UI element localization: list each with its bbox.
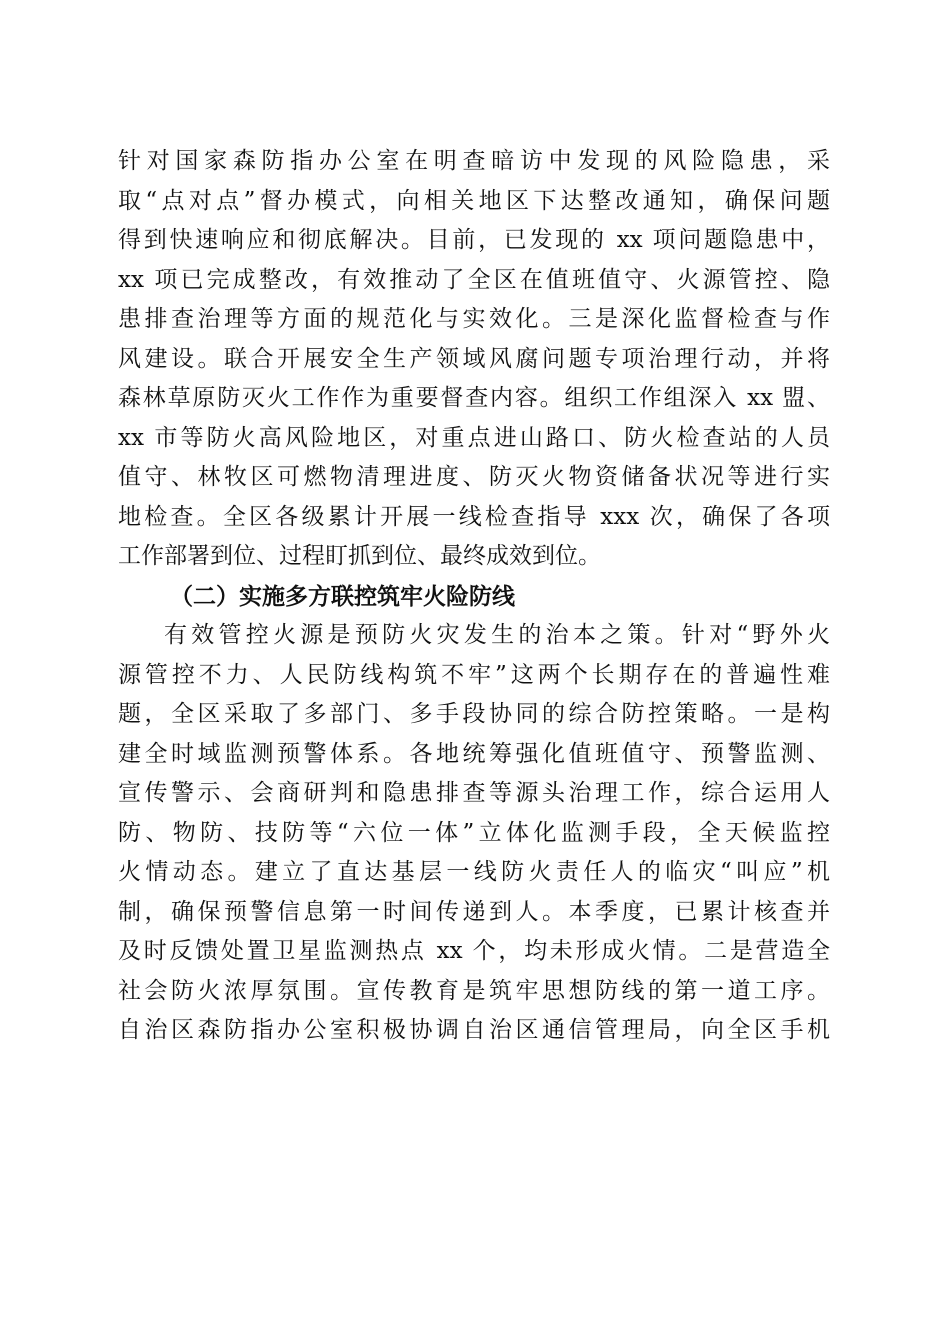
paragraph-line: 制，确保预警信息第一时间传递到人。本季度，已累计核查并 <box>118 898 830 925</box>
paragraph-line: 工作部署到位、过程盯抓到位、最终成效到位。 <box>118 543 601 569</box>
paragraph-line: 建全时域监测预警体系。各地统筹强化值班值守、预警监测、 <box>118 740 830 767</box>
paragraph-line: 社会防火浓厚氛围。宣传教育是筑牢思想防线的第一道工序。 <box>118 977 830 1004</box>
paragraph-line: 得到快速响应和彻底解决。目前，已发现的 xx 项问题隐患中， <box>118 227 830 253</box>
paragraph-line: xx 项已完成整改，有效推动了全区在值班值守、火源管控、隐 <box>118 266 830 293</box>
paragraph-line: 火情动态。建立了直达基层一线防火责任人的临灾“叫应”机 <box>118 859 830 885</box>
paragraph-line: 题，全区采取了多部门、多手段协同的综合防控策略。一是构 <box>118 701 830 727</box>
paragraph-line: 源管控不力、人民防线构筑不牢”这两个长期存在的普遍性难 <box>118 661 830 688</box>
paragraph-line: 防、物防、技防等“六位一体”立体化监测手段，全天候监控 <box>118 819 830 846</box>
paragraph-line: xx 市等防火高风险地区，对重点进山路口、防火检查站的人员 <box>118 424 830 451</box>
paragraph-line: 宣传警示、会商研判和隐患排查等源头治理工作，综合运用人 <box>118 780 830 806</box>
paragraph-line: 自治区森防指办公室积极协调自治区通信管理局，向全区手机 <box>118 1017 830 1043</box>
paragraph-line: 有效管控火源是预防火灾发生的治本之策。针对“野外火 <box>164 622 830 648</box>
body-text <box>118 142 830 1051</box>
paragraph-line: 针对国家森防指办公室在明查暗访中发现的风险隐患，采 <box>118 148 830 174</box>
paragraph-line: 地检查。全区各级累计开展一线检查指导 xxx 次，确保了各项 <box>118 503 830 530</box>
paragraph-line: 风建设。联合开展安全生产领域风腐问题专项治理行动，并将 <box>118 345 830 372</box>
section-heading: （二）实施多方联控筑牢火险防线 <box>170 582 515 610</box>
paragraph-line: 患排查治理等方面的规范化与实效化。三是深化监督检查与作 <box>118 306 830 332</box>
paragraph-line: 及时反馈处置卫星监测热点 xx 个，均未形成火情。二是营造全 <box>118 938 830 964</box>
paragraph-line: 取“点对点”督办模式，向相关地区下达整改通知，确保问题 <box>118 187 830 214</box>
paragraph-line: 值守、林牧区可燃物清理进度、防灭火物资储备状况等进行实 <box>118 464 830 490</box>
paragraph-line: 森林草原防灭火工作作为重要督查内容。组织工作组深入 xx 盟、 <box>118 385 830 411</box>
